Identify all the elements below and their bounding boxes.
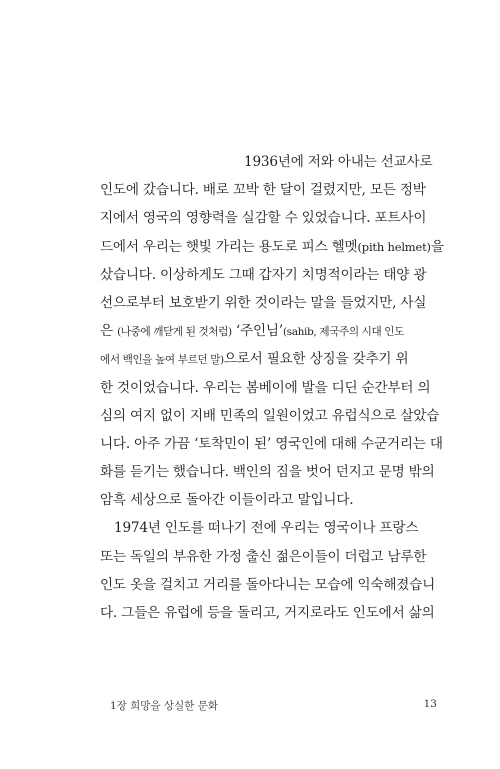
text-line: 샀습니다. 이상하게도 그때 갑자기 치명적이라는 태양 광 [100, 266, 427, 283]
text-segment: 드에서 우리는 햇빛 가리는 용도로 피스 헬멧 [100, 238, 358, 255]
text-line: 니다. 아주 가끔 ‘토착민이 된’ 영국인에 대해 수군거리는 대 [100, 435, 443, 452]
text-segment: 으로서 필요한 상징을 갖추기 위 [223, 351, 409, 368]
text-line [100, 233, 444, 261]
text-line: 1974년 인도를 떠나기 전에 우리는 영국이나 프랑스 [114, 520, 419, 537]
text-segment: (sahib, 제국주의 시대 인도 [282, 326, 404, 339]
text-line [100, 317, 440, 345]
text-line: 심의 여지 없이 지배 민족의 일원이었고 유럽식으로 살았습 [100, 407, 440, 424]
text-line: 한 것이었습니다. 우리는 봄베이에 발을 디딘 순간부터 의 [100, 379, 431, 396]
text-segment: (pith helmet) [357, 239, 431, 254]
chapter-title: 1장 희망을 상실한 문화 [110, 700, 218, 712]
page-number: 13 [423, 698, 437, 710]
page-footer [100, 698, 440, 718]
body-text [100, 148, 444, 627]
text-segment: ‘주인님’ [231, 323, 283, 340]
text-line [100, 345, 440, 373]
text-line: 화를 듣기는 했습니다. 백인의 짐을 벗어 던지고 문명 밖의 [100, 464, 435, 481]
text-segment: 을 [430, 238, 444, 255]
text-line: 선으로부터 보호받기 위한 것이라는 말을 들었지만, 사실 [100, 294, 427, 311]
text-line: 인도 옷을 걸치고 거리를 돌아다니는 모습에 익숙해졌습니 [100, 576, 436, 593]
text-line: 다. 그들은 유럽에 등을 돌리고, 거지로라도 인도에서 삶의 [100, 605, 435, 621]
text-segment: 에서 백인을 높여 부르던 말) [100, 354, 224, 367]
text-line: 1936년에 저와 아내는 선교사로 [244, 154, 433, 170]
text-line: 암흑 세상으로 돌아간 이들이라고 말입니다. [100, 492, 354, 509]
text-segment: (나중에 깨닫게 된 것처럼) [117, 326, 232, 339]
text-line: 또는 독일의 부유한 가정 출신 젊은이들이 더럽고 남루한 [100, 548, 427, 565]
text-line: 인도에 갔습니다. 배로 꼬박 한 달이 걸렸지만, 모든 정박 [100, 182, 426, 199]
text-line: 지에서 영국의 영향력을 실감할 수 있었습니다. 포트사이 [100, 210, 427, 227]
text-segment: 은 [100, 323, 118, 340]
